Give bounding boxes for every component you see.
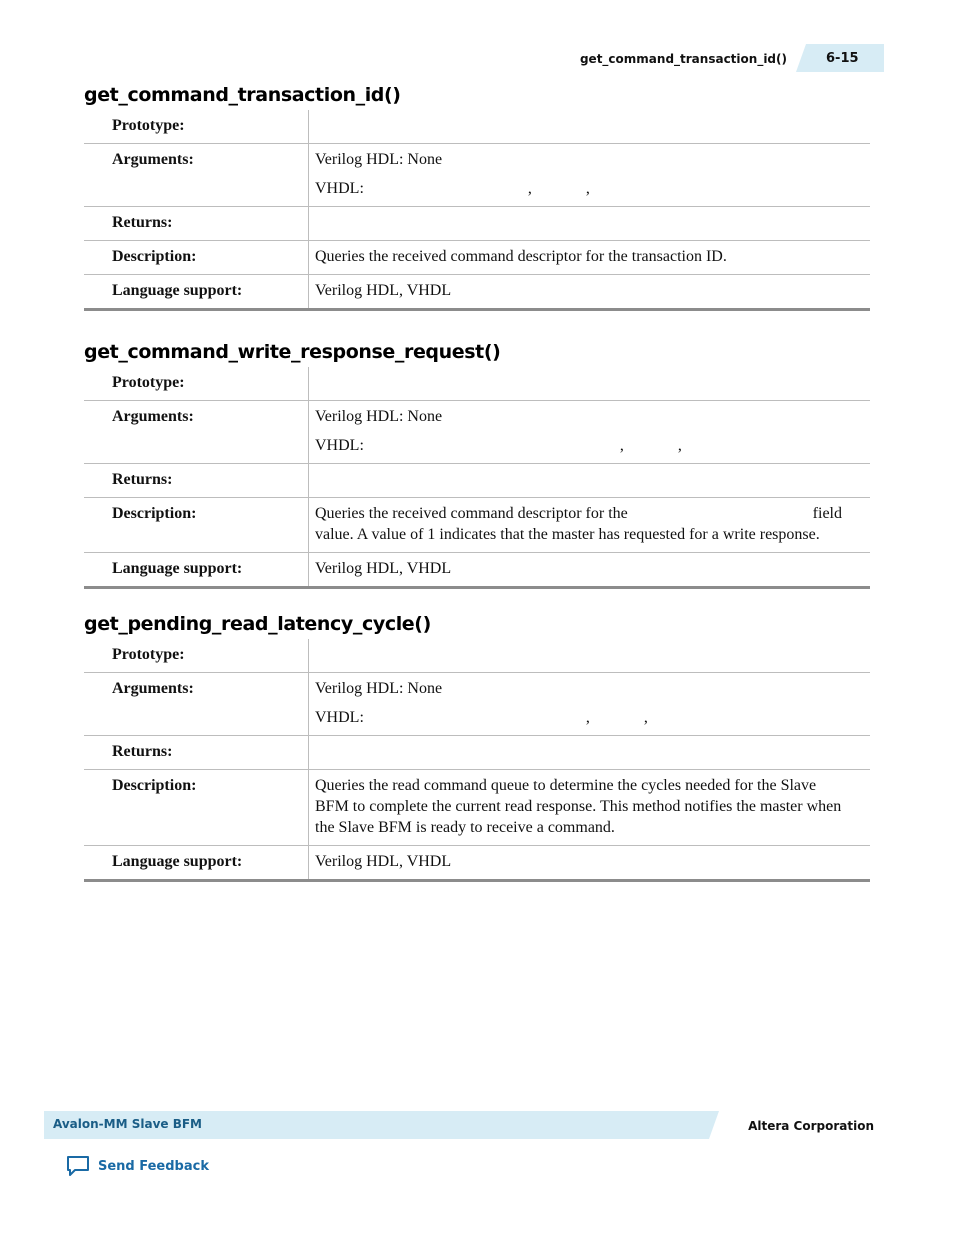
description-value: Queries the read command queue to determine the cycles needed for the Slave BFM to complete the current read response. This method notifies the master when the Slave BFM is ready to receive a command. [309,770,871,846]
section-get-pending-read-latency-cycle [84,613,870,882]
description-label: Description: [84,770,309,846]
section-get-command-transaction-id [84,84,870,311]
table-row [84,498,870,553]
language-support-label: Language support: [84,553,309,588]
table-row [84,367,870,401]
language-support-label: Language support: [84,275,309,310]
prototype-value [309,110,871,144]
section-title: get_pending_read_latency_cycle() [84,613,431,635]
returns-label: Returns: [84,464,309,498]
table-row [84,553,870,588]
prototype-value [309,639,871,673]
table-row [84,144,870,207]
section-get-command-write-response-request [84,341,870,589]
vhdl-separator: , [677,437,682,454]
verilog-arguments: Verilog HDL: None [315,408,443,425]
language-support-value: Verilog HDL, VHDL [309,846,871,881]
returns-value [309,736,871,770]
description-label: Description: [84,241,309,275]
send-feedback-link[interactable] [66,1154,209,1178]
section-title: get_command_transaction_id() [84,84,401,106]
vhdl-separator: , [585,709,590,726]
section-title: get_command_write_response_request() [84,341,501,363]
returns-value [309,464,871,498]
page-number: 6-15 [826,51,859,66]
vhdl-arguments [315,707,864,728]
vhdl-separator: , [643,709,648,726]
footer-company: Altera Corporation [748,1119,874,1133]
running-header [0,44,954,72]
arguments-value [309,673,871,736]
table-row [84,736,870,770]
vhdl-prefix: VHDL: [315,437,364,454]
table-row [84,275,870,310]
vhdl-separator: , [585,180,590,197]
table-row [84,639,870,673]
description-text: field [812,505,842,522]
language-support-value: Verilog HDL, VHDL [309,553,871,588]
table-row [84,673,870,736]
description-text: value. A value of 1 indicates that the master has requested for a write response. [315,526,820,543]
vhdl-arguments [315,178,864,199]
api-table [84,639,870,882]
returns-label: Returns: [84,207,309,241]
language-support-value: Verilog HDL, VHDL [309,275,871,310]
arguments-label: Arguments: [84,401,309,464]
table-row [84,110,870,144]
table-row [84,207,870,241]
table-row [84,464,870,498]
running-title: get_command_transaction_id() [579,52,787,66]
vhdl-prefix: VHDL: [315,709,364,726]
description-label: Description: [84,498,309,553]
vhdl-arguments [315,435,864,456]
table-row [84,241,870,275]
prototype-label: Prototype: [84,367,309,401]
table-row [84,770,870,846]
table-row [84,401,870,464]
vhdl-separator: , [527,180,532,197]
vhdl-prefix: VHDL: [315,180,364,197]
description-value [309,498,871,553]
description-value: Queries the received command descriptor for the transaction ID. [309,241,871,275]
description-text: Queries the received command descriptor for the [315,505,628,522]
table-row [84,846,870,881]
returns-label: Returns: [84,736,309,770]
prototype-value [309,367,871,401]
returns-value [309,207,871,241]
prototype-label: Prototype: [84,110,309,144]
send-feedback-label: Send Feedback [98,1158,209,1174]
vhdl-separator: , [619,437,624,454]
arguments-value [309,401,871,464]
api-table [84,367,870,589]
arguments-label: Arguments: [84,673,309,736]
arguments-label: Arguments: [84,144,309,207]
footer-chapter: Avalon-MM Slave BFM [53,1117,202,1131]
speech-bubble-icon [66,1155,90,1177]
arguments-value [309,144,871,207]
verilog-arguments: Verilog HDL: None [315,680,443,697]
prototype-label: Prototype: [84,639,309,673]
verilog-arguments: Verilog HDL: None [315,151,443,168]
language-support-label: Language support: [84,846,309,881]
api-table [84,110,870,311]
